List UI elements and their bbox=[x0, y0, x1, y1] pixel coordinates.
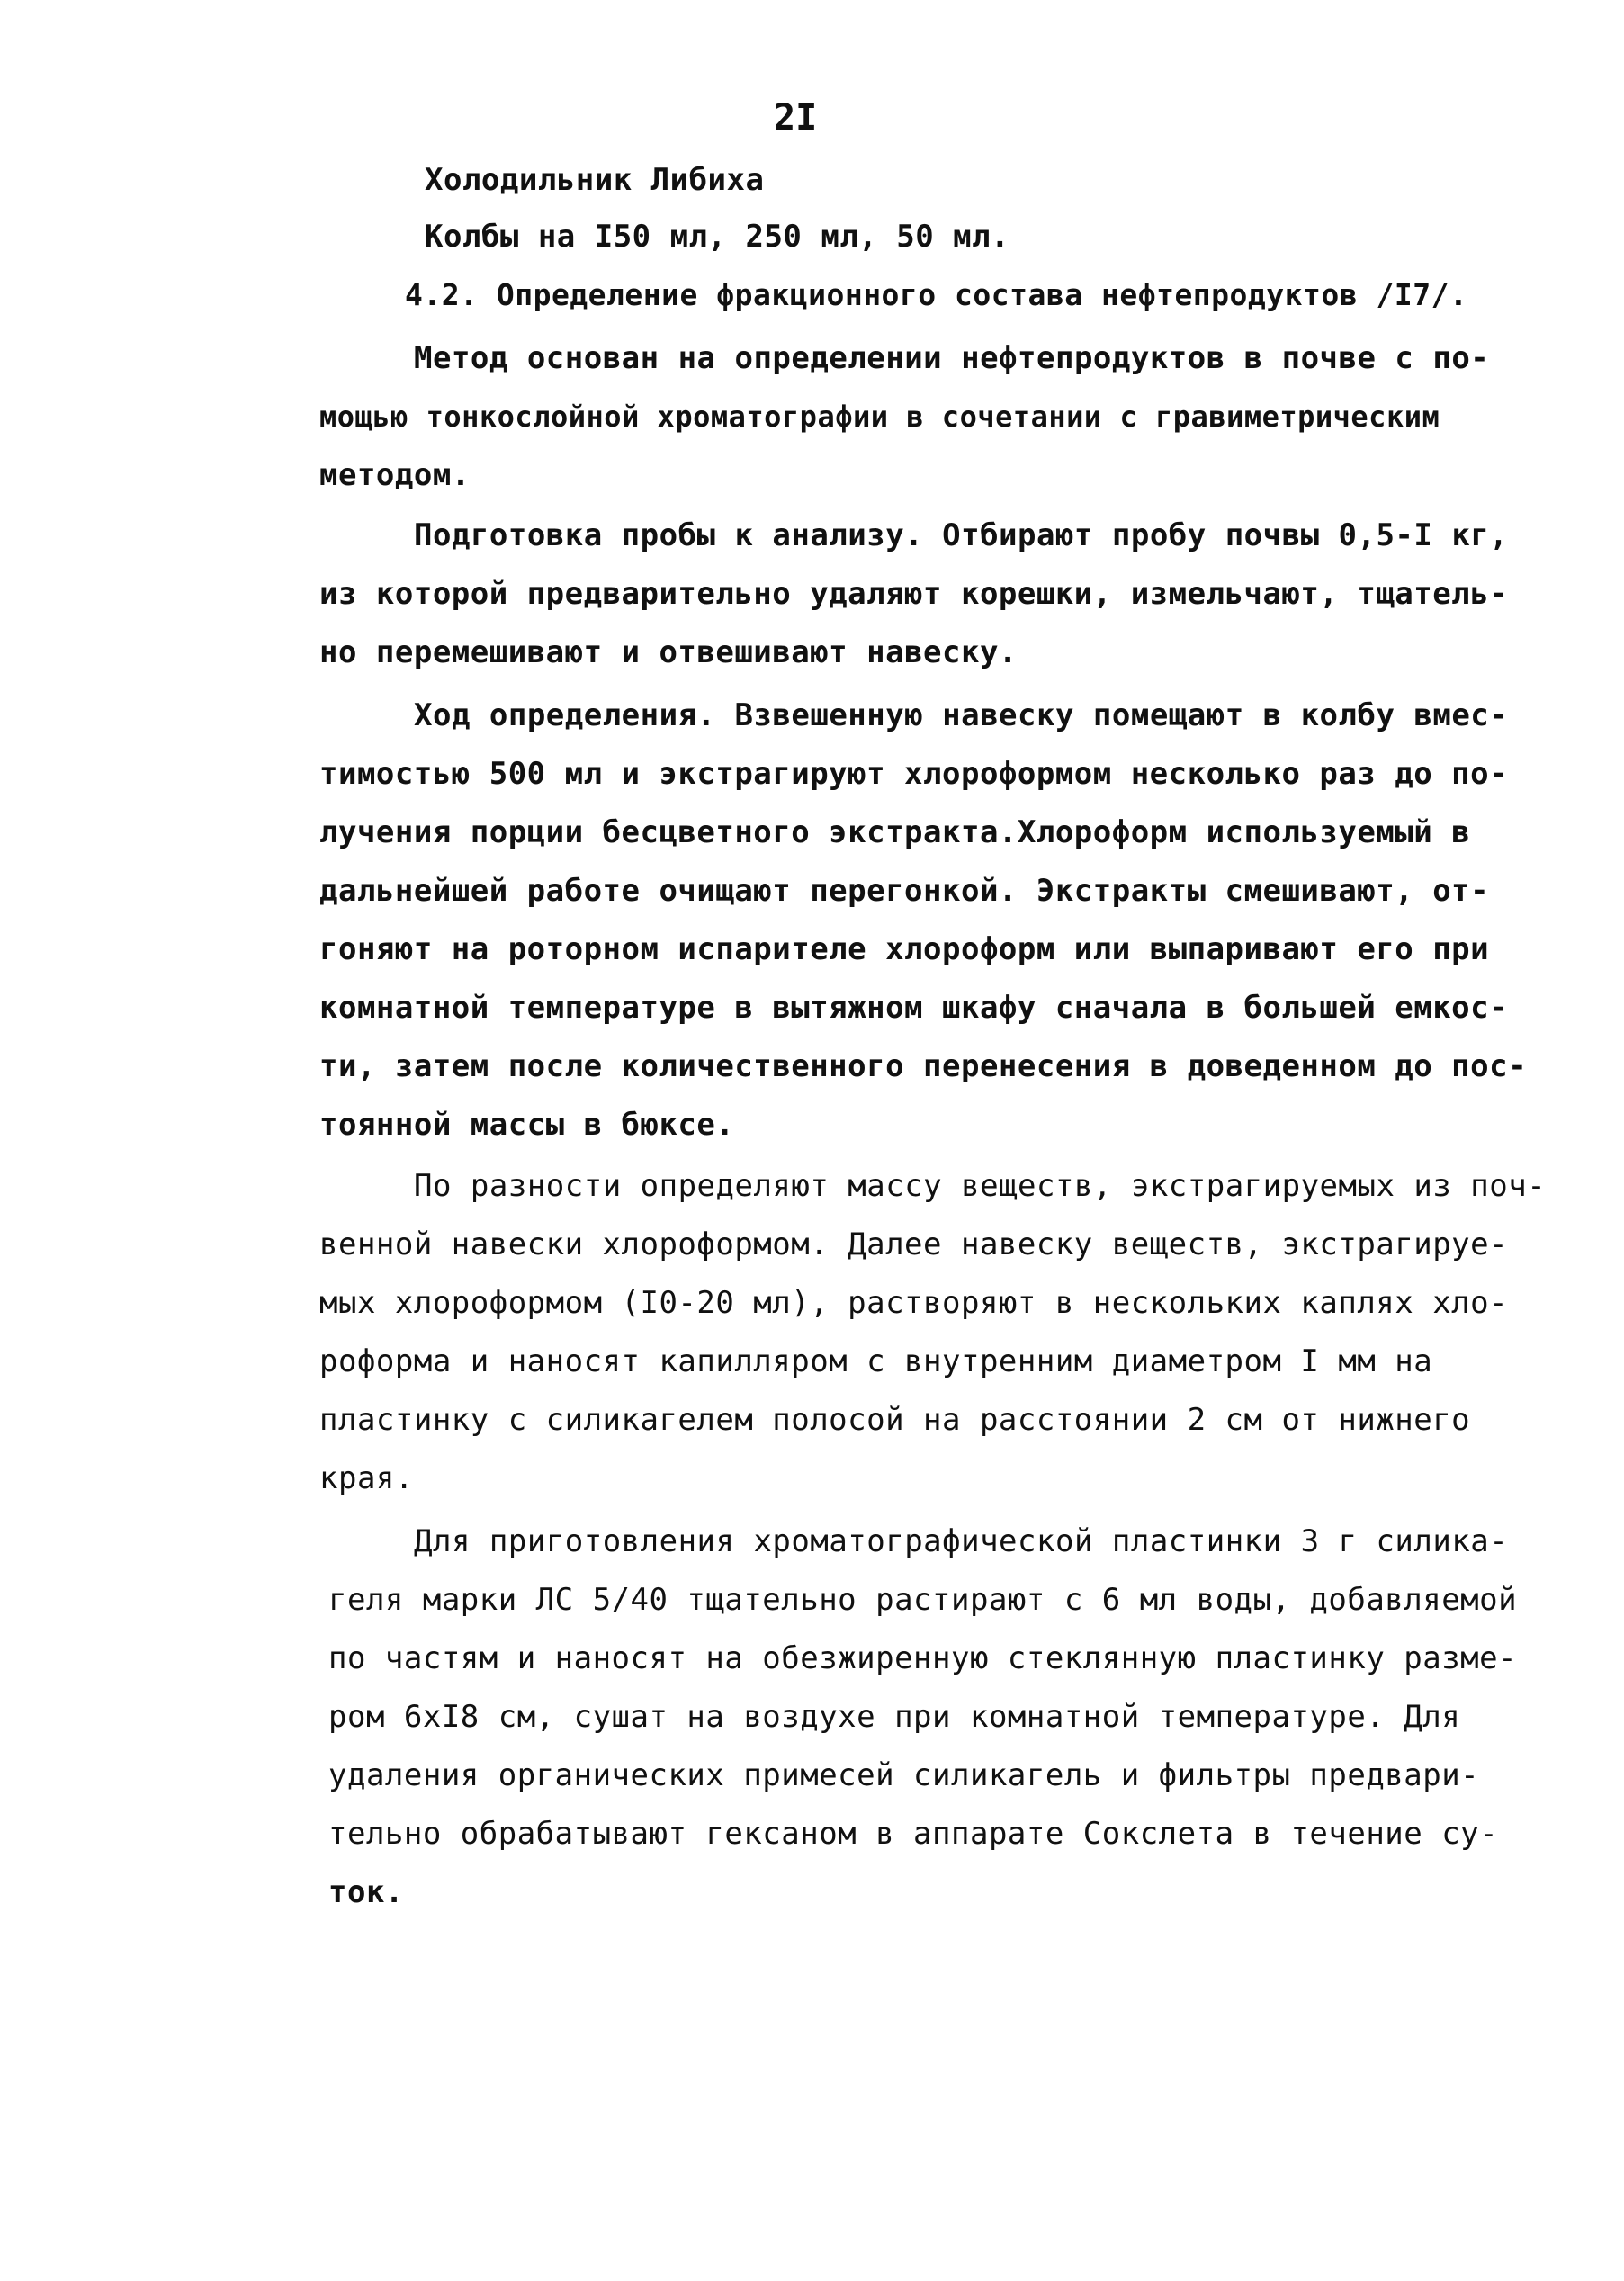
text-line: Подготовка пробы к анализу. Отбирают пробу почвы 0,5-I кг, bbox=[414, 517, 1509, 553]
text-line: гоняют на роторном испарителе хлороформ или выпаривают его при bbox=[319, 931, 1490, 967]
text-line: из которой предварительно удаляют корешки, измельчают, тщатель- bbox=[319, 576, 1509, 612]
text-line: методом. bbox=[319, 457, 471, 493]
text-line: мых хлороформом (I0-20 мл), растворяют в нескольких каплях хло- bbox=[319, 1285, 1509, 1321]
text-line: по частям и наносят на обезжиренную стеклянную пластинку разме- bbox=[328, 1640, 1518, 1676]
text-line: но перемешивают и отвешивают навеску. bbox=[319, 634, 1018, 670]
text-line: ром 6xI8 см, сушат на воздухе при комнатной температуре. Для bbox=[328, 1699, 1461, 1735]
text-line: лучения порции бесцветного экстракта.Хлороформ используемый в bbox=[319, 814, 1471, 850]
text-line: Метод основан на определении нефтепродуктов в почве с по- bbox=[414, 340, 1490, 376]
text-line: Ход определения. Взвешенную навеску помещают в колбу вмес- bbox=[414, 697, 1509, 733]
text-line: По разности определяют массу веществ, экстрагируемых из поч- bbox=[414, 1168, 1547, 1204]
text-line: ток. bbox=[328, 1874, 404, 1910]
text-line: Колбы на I50 мл, 250 мл, 50 мл. bbox=[425, 219, 1010, 255]
text-line: тимостью 500 мл и экстрагируют хлороформом несколько раз до по- bbox=[319, 756, 1509, 792]
section-heading: 4.2. Определение фракционного состава нефтепродуктов /I7/. bbox=[405, 277, 1468, 312]
text-line: комнатной температуре в вытяжном шкафу сначала в большей емкос- bbox=[319, 990, 1509, 1026]
text-line: дальнейшей работе очищают перегонкой. Экстракты смешивают, от- bbox=[319, 873, 1490, 909]
text-line: удаления органических примесей силикагель и фильтры предвари- bbox=[328, 1757, 1480, 1793]
text-line: Для приготовления хроматографической пластинки 3 г силика- bbox=[414, 1523, 1509, 1559]
text-line: венной навески хлороформом. Далее навеску веществ, экстрагируе- bbox=[319, 1226, 1509, 1262]
text-line: геля марки ЛС 5/40 тщательно растирают с 6 мл воды, добавляемой bbox=[328, 1582, 1518, 1618]
text-line: тоянной массы в бюксе. bbox=[319, 1107, 735, 1143]
text-line: тельно обрабатывают гексаном в аппарате Сокслета в течение су- bbox=[328, 1816, 1499, 1852]
text-line: пластинку с силикагелем полосой на расстоянии 2 см от нижнего bbox=[319, 1402, 1471, 1438]
text-line: роформа и наносят капилляром с внутренним диаметром I мм на bbox=[319, 1343, 1433, 1379]
text-line: ти, затем после количественного перенесения в доведенном до пос- bbox=[319, 1048, 1528, 1084]
text-line: мощью тонкослойной хроматографии в сочетании с гравиметрическим bbox=[319, 400, 1440, 434]
page-number: 2I bbox=[774, 97, 818, 139]
text-line: Холодильник Либиха bbox=[425, 162, 765, 198]
text-line: края. bbox=[319, 1460, 414, 1496]
